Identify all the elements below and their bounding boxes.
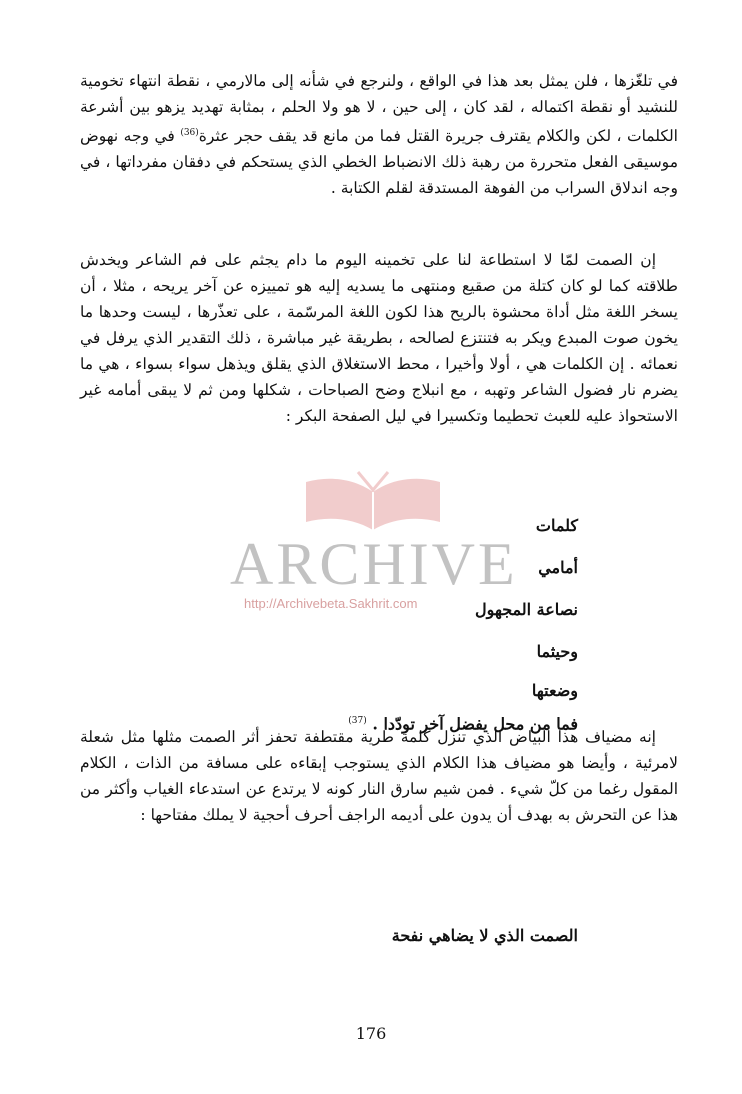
footnote-ref-36: (36)	[180, 128, 199, 138]
poem-line-6-text: فما من محل يفضل آخر تودّدا .	[372, 714, 578, 734]
paragraph-1-text: في تلغّزها ، فلن يمثل بعد هذا في الواقع ، ولنرجع في شأنه إلى مالارمي ، نقطة انتهاء تخومية للنشيد أو نقطة اكتماله ، لقد كان ، إلى حين ، لا هو ولا الحلم ، بمثابة تهديد يزهو بين أشرعة الكلمات ، لكن والكلام يقترف جريرة القتل فما من مانع قد يقف حجر عثرة	[80, 72, 678, 146]
archive-watermark: ARCHIVE	[230, 531, 518, 597]
paragraph-2-text: إن الصمت لمّا لا استطاعة لنا على تخمينه اليوم ما دام يجثم على فم الشاعر ويخدش طلاقته كما لو كان كتلة من صقيع ومنتهى ما يسديه إليه هو تمييزه عن آخر يريحه ، مثلا ، أن يسخر اللغة مثل أداة محشوة بالريح هذا لكون اللغة المرسّمة ، على تعذّرها ، ليست وحدها ما يخون صوت المبدع ويكر به فتنتزع لصالحه ، بطريقة غير مباشرة ، ذلك التقدير الذي يرفل في نعمائه . إن الكلمات هي ، أولا وأخيرا ، محط الاستغلاق الذي يقلق ويذهل سواء بسواء ، هي ما يضرم نار فضول الشاعر وتهبه ، مع انبلاج وضح الصباحات ، شكلها ومن ثم لا يبقى أمامه غير الاستحواذ عليه للعبث تحطيما وتكسيرا في ليل الصفحة البكر :	[80, 251, 678, 425]
page-number: 176	[355, 1024, 387, 1043]
paragraph-3	[80, 724, 678, 828]
poem-line-2: أمامي	[538, 558, 578, 577]
poem-line-3: نصاعة المجهول	[474, 600, 578, 619]
footnote-ref-37: (37)	[348, 716, 367, 726]
verse-line: الصمت الذي لا يضاهي نفحة	[391, 926, 578, 945]
paragraph-2	[80, 247, 678, 429]
open-book-logo-icon	[298, 470, 448, 532]
poem-line-5: وضعتها	[531, 681, 578, 700]
paragraph-3-text: إنه مضياف هذا البياض الذي تنزل كلمة طرية مقتطفة تحفز أثر الصمت مثلها مثل شعلة لامرئية ، وأيضا هو مضياف هذا الكلام الذي يستوجب إبقاءه على مسافة من الذات ، الكلام المقول رغما من كلّ شيء . فمن شيم سارق النار كونه لا يرتدع عن استدعاء الغياب وأكثر من هذا عن التحرش به بهدف أن يدون على أديمه الراجف أحرف أحجية لا يملك مفتاحها :	[80, 728, 678, 824]
watermark-url: http://Archivebeta.Sakhrit.com	[244, 596, 418, 611]
paragraph-1-end: في وجه نهوض موسيقى الفعل متحررة من رهبة ذلك الانضباط الخطي الذي يستحكم في دفقان مفرداتها ، في وجه اندلاق السراب من الفوهة المستدقة لقلم الكتابة .	[80, 127, 678, 198]
poem-line-4: وحيثما	[536, 642, 578, 661]
paragraph-1	[80, 68, 678, 201]
poem-line-1: كلمات	[535, 516, 578, 535]
